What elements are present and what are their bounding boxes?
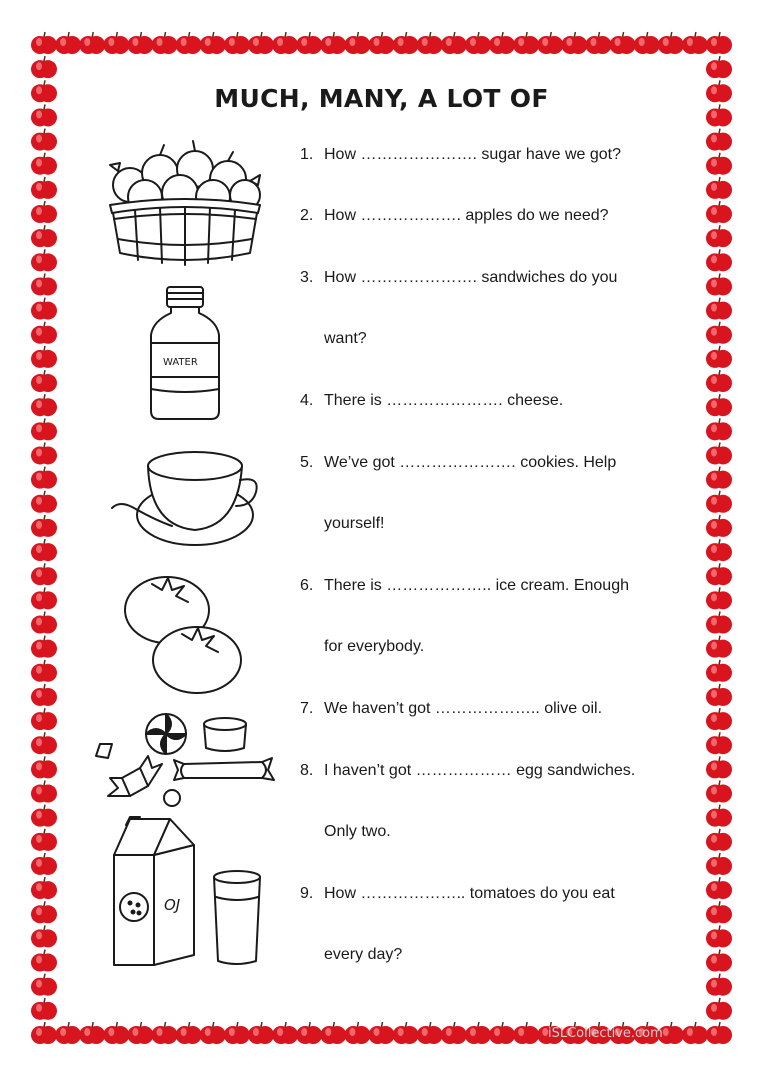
question-number: 3.	[300, 269, 314, 286]
question-3	[300, 268, 617, 288]
question-2	[300, 206, 609, 226]
border-apple	[393, 32, 419, 54]
border-apple	[706, 829, 732, 851]
question-number: 7.	[300, 700, 314, 717]
border-apple	[79, 32, 105, 54]
border-apple	[706, 1022, 732, 1044]
border-apple	[31, 32, 57, 54]
border-apple	[31, 322, 57, 344]
border-apple	[706, 322, 732, 344]
border-apple	[344, 1022, 370, 1044]
border-apple	[31, 756, 57, 778]
border-apple	[706, 925, 732, 947]
border-apple	[706, 708, 732, 730]
border-apple	[513, 1022, 539, 1044]
border-apple	[31, 201, 57, 223]
border-apple	[31, 177, 57, 199]
border-apple	[706, 298, 732, 320]
border-apple	[200, 1022, 226, 1044]
border-apple	[417, 32, 443, 54]
question-9-continued: every day?	[324, 946, 403, 963]
border-apple	[706, 249, 732, 271]
border-apple	[682, 1022, 708, 1044]
border-apple	[31, 877, 57, 899]
question-text: How …………………. sugar have we got?	[324, 146, 621, 163]
question-3-continued: want?	[324, 330, 367, 347]
border-apple	[200, 32, 226, 54]
border-apple	[706, 781, 732, 803]
question-1	[300, 145, 621, 165]
border-apple	[465, 32, 491, 54]
watermark: iSLCollective.com	[548, 1026, 663, 1041]
carton-label: OJ	[164, 896, 181, 914]
border-apple	[248, 32, 274, 54]
border-apple	[344, 32, 370, 54]
border-apple	[31, 346, 57, 368]
border-apple	[706, 636, 732, 658]
page-title: MUCH, MANY, A LOT OF	[214, 84, 549, 113]
border-apple	[31, 636, 57, 658]
border-apple	[31, 467, 57, 489]
cup-and-saucer-illustration	[110, 450, 260, 560]
border-apple	[31, 129, 57, 151]
border-apple	[561, 32, 587, 54]
border-apple	[224, 32, 250, 54]
border-apple	[31, 781, 57, 803]
border-apple	[369, 32, 395, 54]
question-number: 5.	[300, 454, 314, 471]
border-apple	[31, 587, 57, 609]
border-apple	[176, 32, 202, 54]
question-text: We haven’t got ……………….. olive oil.	[324, 700, 603, 717]
border-apple	[610, 32, 636, 54]
question-9	[300, 884, 615, 904]
border-apple	[706, 346, 732, 368]
question-6-continued: for everybody.	[324, 638, 425, 655]
border-apple	[706, 974, 732, 996]
border-apple	[31, 370, 57, 392]
question-8	[300, 761, 635, 781]
border-apple	[31, 805, 57, 827]
border-apple	[31, 925, 57, 947]
border-apple	[103, 32, 129, 54]
border-apple	[706, 539, 732, 561]
border-apple	[706, 756, 732, 778]
border-apple	[393, 1022, 419, 1044]
border-apple	[706, 418, 732, 440]
juice-carton-illustration	[108, 815, 268, 970]
border-apple	[706, 998, 732, 1020]
border-apple	[706, 129, 732, 151]
bottle-label: WATER	[163, 357, 198, 368]
candies-illustration	[92, 712, 282, 808]
border-apple	[248, 1022, 274, 1044]
border-apple	[31, 612, 57, 634]
border-apple	[176, 1022, 202, 1044]
border-apple	[31, 708, 57, 730]
water-bottle-illustration	[145, 285, 225, 425]
question-number: 2.	[300, 207, 314, 224]
question-7	[300, 699, 602, 719]
border-apple	[31, 563, 57, 585]
border-apple	[31, 974, 57, 996]
question-text: There is …………………. cheese.	[324, 392, 564, 409]
border-apple	[441, 1022, 467, 1044]
border-apple	[706, 491, 732, 513]
question-6	[300, 576, 629, 596]
border-apple	[369, 1022, 395, 1044]
border-apple	[706, 394, 732, 416]
question-text: We’ve got …………………. cookies. Help	[324, 454, 617, 471]
border-apple	[31, 539, 57, 561]
border-apple	[682, 32, 708, 54]
apple-basket-illustration	[100, 135, 270, 275]
border-apple	[31, 829, 57, 851]
question-8-continued: Only two.	[324, 823, 391, 840]
border-apple	[55, 1022, 81, 1044]
border-apple	[31, 901, 57, 923]
border-apple	[706, 660, 732, 682]
question-text: I haven’t got ……………… egg sandwiches.	[324, 762, 636, 779]
border-apple	[31, 442, 57, 464]
border-apple	[127, 32, 153, 54]
border-apple	[31, 249, 57, 271]
border-apple	[79, 1022, 105, 1044]
border-apple	[706, 877, 732, 899]
border-apple	[706, 32, 732, 54]
border-apple	[272, 1022, 298, 1044]
border-apple	[706, 201, 732, 223]
border-apple	[152, 1022, 178, 1044]
border-apple	[31, 56, 57, 78]
border-apple	[706, 587, 732, 609]
border-apple	[585, 32, 611, 54]
tomatoes-illustration	[120, 570, 245, 695]
border-apple	[706, 370, 732, 392]
question-number: 4.	[300, 392, 314, 409]
border-apple	[706, 467, 732, 489]
border-apple	[31, 394, 57, 416]
question-4	[300, 391, 563, 411]
border-apple	[31, 998, 57, 1020]
border-apple	[706, 442, 732, 464]
border-apple	[537, 32, 563, 54]
border-apple	[272, 32, 298, 54]
border-apple	[706, 950, 732, 972]
question-number: 6.	[300, 577, 314, 594]
border-apple	[706, 177, 732, 199]
border-apple	[31, 491, 57, 513]
border-apple	[706, 901, 732, 923]
border-apple	[706, 853, 732, 875]
border-apple	[706, 225, 732, 247]
border-apple	[31, 298, 57, 320]
border-apple	[31, 684, 57, 706]
border-apple	[658, 32, 684, 54]
border-apple	[55, 32, 81, 54]
border-apple	[513, 32, 539, 54]
border-apple	[31, 418, 57, 440]
border-apple	[706, 515, 732, 537]
border-apple	[320, 32, 346, 54]
border-apple	[152, 32, 178, 54]
border-apple	[489, 1022, 515, 1044]
border-apple	[296, 32, 322, 54]
border-apple	[706, 684, 732, 706]
border-apple	[706, 563, 732, 585]
border-apple	[31, 515, 57, 537]
border-apple	[634, 32, 660, 54]
border-apple	[31, 1022, 57, 1044]
border-apple	[103, 1022, 129, 1044]
border-apple	[31, 660, 57, 682]
question-number: 8.	[300, 762, 314, 779]
border-apple	[706, 612, 732, 634]
question-number: 9.	[300, 885, 314, 902]
question-text: How ……………….. tomatoes do you eat	[324, 885, 615, 902]
question-5	[300, 453, 616, 473]
border-apple	[706, 273, 732, 295]
question-number: 1.	[300, 146, 314, 163]
border-apple	[31, 153, 57, 175]
border-apple	[441, 32, 467, 54]
border-apple	[31, 732, 57, 754]
border-apple	[31, 273, 57, 295]
border-apple	[706, 153, 732, 175]
border-apple	[224, 1022, 250, 1044]
question-5-continued: yourself!	[324, 515, 385, 532]
border-apple	[320, 1022, 346, 1044]
border-apple	[127, 1022, 153, 1044]
border-apple	[417, 1022, 443, 1044]
border-apple	[296, 1022, 322, 1044]
border-apple	[31, 853, 57, 875]
question-text: How …………………. sandwiches do you	[324, 269, 618, 286]
question-text: There is ……………….. ice cream. Enough	[324, 577, 629, 594]
border-apple	[706, 732, 732, 754]
border-apple	[489, 32, 515, 54]
border-apple	[465, 1022, 491, 1044]
border-apple	[31, 950, 57, 972]
border-apple	[706, 805, 732, 827]
question-text: How ………………. apples do we need?	[324, 207, 609, 224]
border-apple	[706, 56, 732, 78]
border-apple	[31, 225, 57, 247]
